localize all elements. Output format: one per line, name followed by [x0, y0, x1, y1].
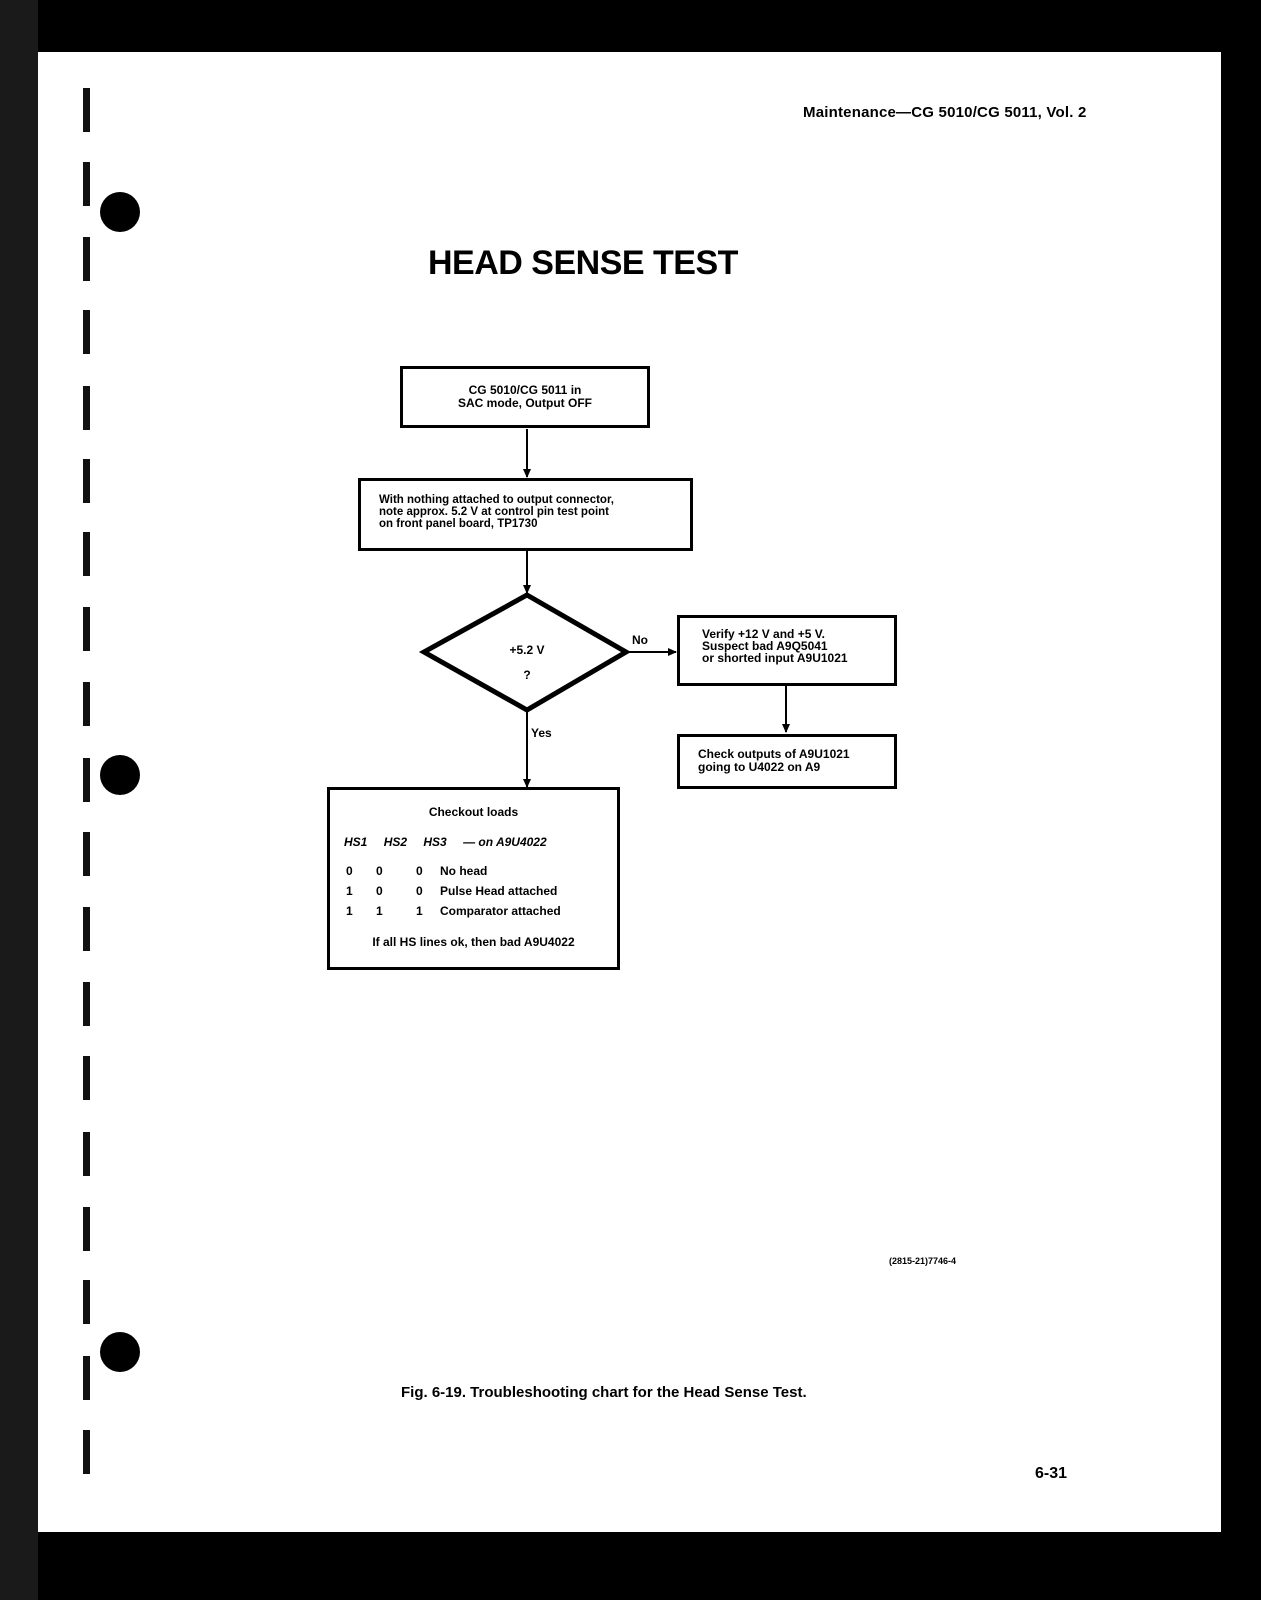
binder-hole [100, 192, 140, 232]
binder-tab [83, 1356, 90, 1400]
binder-tab [83, 607, 90, 651]
checkout-footer: If all HS lines ok, then bad A9U4022 [372, 935, 575, 949]
header-hs2: HS2 [383, 835, 408, 849]
decision-line-1: +5.2 V [509, 643, 545, 657]
step-box-line-2: note approx. 5.2 V at control pin test point [379, 506, 610, 518]
checkout-title: Checkout loads [428, 805, 519, 819]
binder-tab [83, 532, 90, 576]
no-box-line-2: Suspect bad A9Q5041 [702, 639, 828, 653]
yes-label: Yes [531, 726, 552, 740]
checkout-header [344, 836, 560, 849]
no-box [677, 615, 897, 686]
flowchart-connectors [38, 52, 1221, 1532]
start-box-line-2: SAC mode, Output OFF [458, 396, 592, 410]
row-hs2: 0 [376, 864, 383, 878]
binder-hole [100, 755, 140, 795]
binder-tab [83, 907, 90, 951]
binder-tab [83, 982, 90, 1026]
binder-tab [83, 1132, 90, 1176]
binder-tab [83, 1280, 90, 1324]
row-desc: Pulse Head attached [440, 884, 558, 898]
scan-edge [0, 0, 38, 1600]
checkout-row [346, 905, 561, 918]
start-box [400, 366, 650, 428]
binder-tab [83, 459, 90, 503]
binder-tab [83, 237, 90, 281]
row-hs3: 0 [416, 864, 423, 878]
step-box-line-3: on front panel board, TP1730 [379, 518, 538, 530]
checkout-row [346, 865, 487, 878]
row-desc: No head [440, 864, 488, 878]
binder-tab [83, 1207, 90, 1251]
document-page [38, 52, 1221, 1532]
page-number: 6-31 [1035, 1465, 1068, 1482]
binder-tab [83, 88, 90, 132]
binder-tab [83, 682, 90, 726]
step-box [358, 478, 693, 551]
row-desc: Comparator attached [440, 904, 561, 918]
row-hs3: 1 [416, 904, 423, 918]
decision-line-2: ? [523, 668, 531, 682]
binder-hole [100, 1332, 140, 1372]
check-outputs-box [677, 734, 897, 789]
row-hs1: 0 [346, 864, 353, 878]
row-hs2: 1 [376, 904, 383, 918]
row-hs1: 1 [346, 884, 353, 898]
header-hs1: HS1 [344, 835, 368, 849]
binder-tab [83, 1056, 90, 1100]
row-hs3: 0 [416, 884, 423, 898]
binder-tab [83, 310, 90, 354]
checkout-row [346, 885, 557, 898]
binder-tab [83, 162, 90, 206]
row-hs1: 1 [346, 904, 353, 918]
binder-tab [83, 386, 90, 430]
no-label: No [632, 633, 648, 647]
header-hs3: HS3 [423, 835, 447, 849]
step-box-line-1: With nothing attached to output connector, [379, 494, 614, 506]
check-outputs-line-2: going to U4022 on A9 [698, 760, 821, 774]
figure-part-number: (2815-21)7746-4 [889, 1256, 957, 1266]
row-hs2: 0 [376, 884, 383, 898]
header-suffix: — on A9U4022 [463, 835, 547, 849]
start-box-line-1: CG 5010/CG 5011 in [468, 383, 582, 397]
figure-caption: Fig. 6-19. Troubleshooting chart for the Head Sense Test. [401, 1384, 807, 1401]
checkout-loads-box [327, 787, 620, 970]
page-title: HEAD SENSE TEST [428, 244, 738, 282]
no-box-line-3: or shorted input A9U1021 [702, 651, 848, 665]
binder-tab [83, 1430, 90, 1474]
binder-tab [83, 832, 90, 876]
running-head: Maintenance—CG 5010/CG 5011, Vol. 2 [803, 104, 1087, 121]
no-box-line-1: Verify +12 V and +5 V. [702, 627, 825, 641]
binder-tab [83, 758, 90, 802]
decision-text [478, 643, 576, 682]
check-outputs-line-1: Check outputs of A9U1021 [698, 747, 850, 761]
